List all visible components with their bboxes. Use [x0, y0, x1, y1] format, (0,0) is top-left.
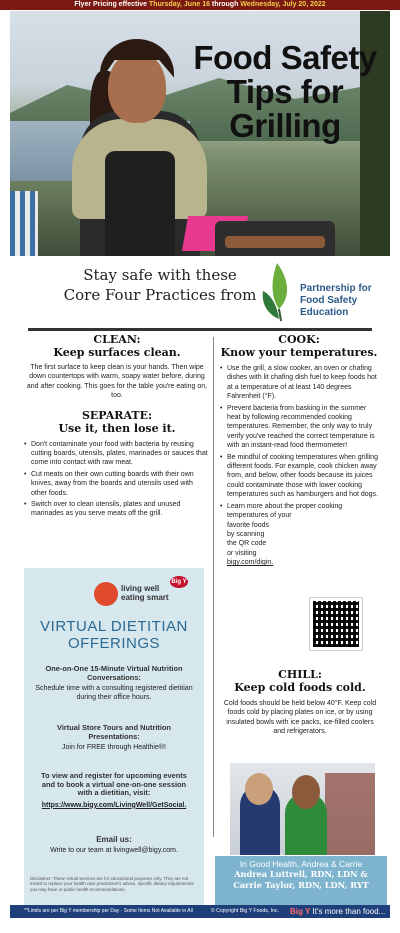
hero-title-line2: Tips for: [226, 73, 344, 110]
getsocial-link[interactable]: https://www.bigy.com/LivingWell/GetSocial.: [41, 801, 187, 809]
chill-section: [220, 668, 380, 737]
footer-bar: [10, 905, 390, 927]
separate-heading-line1: SEPARATE:: [81, 408, 153, 422]
hero-title-line3: Grilling: [229, 107, 341, 144]
footer-tagline: It's more than food...: [312, 907, 386, 916]
one-on-one-heading: One-on-One 15-Minute Virtual Nutrition Conversations:: [45, 664, 183, 682]
separate-bullet: • Cut meats on their own cutting boards with their own knives, away from the boards and utensils used with other foods.: [24, 470, 210, 498]
living-well-logo-icon: [94, 582, 118, 606]
hero-grill-food: [225, 236, 325, 248]
separate-bullet: • Switch over to clean utensils, plates and unused marinades as you serve meats off the grill.: [24, 500, 210, 519]
hero-person-apron: [105, 151, 175, 256]
cook-qr-line: the QR code: [227, 540, 267, 548]
hero-title-line1: Food Safety: [193, 39, 377, 76]
living-well-logo-text: [121, 584, 169, 602]
cook-qr-line: temperatures of your: [227, 512, 292, 520]
dietitian-box: [24, 568, 204, 913]
email-text[interactable]: Write to our team at livingwell@bigy.com.: [50, 846, 178, 854]
register-text: To view and register for upcoming events and to book a virtual one-on-one session with a dietitian, visit:: [41, 771, 187, 798]
flyer-dates-lead: Flyer Pricing effective: [74, 1, 150, 8]
cook-heading: [220, 333, 378, 359]
cook-list: [220, 364, 378, 568]
photo-person-1-head: [245, 773, 273, 805]
cook-qr-line: by scanning: [227, 530, 265, 538]
clean-heading-line2: Keep surfaces clean.: [53, 346, 181, 359]
dietitian-disclaimer: Disclaimer: These virtual services are for educational purposes only. They are not meant to replace your health care practitioner's advice, specific dietary requirements you may have or public health recommendations.: [30, 876, 194, 892]
hero-person-head: [108, 51, 166, 123]
tours-text: Join for FREE through Healthie®!: [62, 744, 166, 752]
intro-heading: [40, 265, 280, 305]
living-well-logo-line1: living well: [121, 584, 160, 593]
chill-heading-line2: Keep cold foods cold.: [234, 681, 366, 694]
clean-text: The first surface to keep clean is your hands. Then wipe down countertops with warm, soapy water before, during and after cooking. This goes for the table you're eating on, too.: [26, 364, 208, 400]
chill-heading: [220, 668, 380, 694]
signature-name-2: Carrie Taylor, RDN, LDN, RYT: [233, 879, 369, 890]
one-on-one-block: [34, 665, 194, 702]
clean-heading-line1: CLEAN:: [93, 333, 141, 346]
partnership-logo-line3: Education: [300, 307, 349, 318]
column-divider: [213, 337, 214, 837]
cook-bullet: • Use the grill, a slow cooker, an oven or chafing dishes with lit chafing dish fuel to keep foods hot at a temperature of at least 140 degrees Fahrenheit (°F).: [220, 364, 378, 402]
cook-qr-link[interactable]: bigy.com/digin.: [227, 559, 274, 567]
clean-heading: [24, 333, 210, 359]
hero-title: [180, 41, 390, 143]
dietitian-title-line1: [24, 618, 204, 635]
dietitians-photo: [230, 763, 375, 855]
left-column: [24, 333, 210, 521]
chill-heading-line1: CHILL:: [278, 668, 322, 681]
footer-copyright: © Copyright Big Y Foods, Inc. 2022: [210, 908, 280, 927]
separate-heading: [24, 409, 210, 435]
separate-bullet: • Don't contaminate your food with bacteria by reusing cutting boards, utensils, plates, marinades or sauces that come into contact with raw meat.: [24, 440, 210, 468]
footer-bigy-logo: Big Y: [290, 907, 311, 916]
signature-name-1: Andrea Luttrell, RDN, LDN &: [234, 869, 368, 879]
cook-qr-bullet: [220, 502, 378, 568]
tours-block: [34, 724, 194, 753]
partnership-logo-line1: Partnership for: [300, 283, 372, 294]
footer-tagline-group: [290, 905, 390, 918]
flyer-end-date: Wednesday, July 20, 2022: [240, 1, 326, 8]
cook-bullet: • Prevent bacteria from basking in the summer heat by following recommended cooking temperatures. Remember, the only way to truly verify you've reached the correct temperature is with an instant-read food thermometer!: [220, 404, 378, 451]
dietitian-title-line1-text: VIRTUAL DIETITIAN: [40, 618, 188, 635]
cook-qr-line: Learn more about the proper cooking: [227, 502, 343, 510]
email-heading: Email us:: [96, 835, 132, 844]
cook-qr-line: favorite foods: [227, 521, 270, 529]
bigy-badge-icon: Big Y: [170, 576, 188, 588]
section-rule: [28, 328, 372, 331]
flyer-start-date: Thursday, June 16: [149, 1, 210, 8]
intro-line2: Core Four Practices from: [63, 286, 257, 304]
separate-list: [24, 440, 210, 519]
qr-code[interactable]: [310, 598, 362, 650]
intro-line1: Stay safe with these: [83, 266, 237, 284]
cook-heading-line2: Know your temperatures.: [220, 346, 378, 359]
email-block: [34, 836, 194, 855]
separate-heading-line2: Use it, then lose it.: [58, 421, 176, 435]
living-well-logo-line2: eating smart: [121, 593, 169, 602]
chill-text: Cold foods should be held below 40°F. Keep cold foods cold by placing plates on ice, or by using insulated bowls with ice packs, ice-filled coolers and refrigerators.: [223, 700, 377, 736]
hero-chair: [10, 191, 38, 256]
register-block: [34, 772, 194, 810]
photo-background-shelf: [325, 773, 375, 855]
partnership-logo-text: [300, 283, 400, 319]
right-column: [220, 333, 378, 570]
flyer-dates-mid: through: [209, 1, 241, 8]
tours-heading: Virtual Store Tours and Nutrition Presentations:: [57, 723, 171, 741]
partnership-logo-line2: Food Safety: [300, 295, 358, 306]
dietitian-title-line2: OFFERINGS: [67, 635, 160, 652]
partnership-leaf-icon: [257, 261, 297, 323]
dietitian-title: [24, 618, 204, 652]
cook-heading-line1: COOK:: [278, 333, 320, 346]
flyer-dates-bar: [0, 0, 400, 10]
footer-limits-note: **Limits are per Big Y membership per Day · Some Items Not Available in All Stores.: [24, 908, 193, 927]
one-on-one-text: Schedule time with a consulting registered dietitian during their office hours.: [35, 685, 193, 701]
cook-bullet: • Be mindful of cooking temperatures when grilling different foods. For example, cook chicken away from, and below, other foods because its juices could contaminate those with lower cooking temperatures such as hamburgers and hot dogs.: [220, 453, 378, 500]
signature-greeting: In Good Health, Andrea & Carrie: [239, 859, 363, 869]
cook-qr-line: or visiting: [227, 549, 257, 557]
photo-person-2-head: [292, 775, 320, 809]
